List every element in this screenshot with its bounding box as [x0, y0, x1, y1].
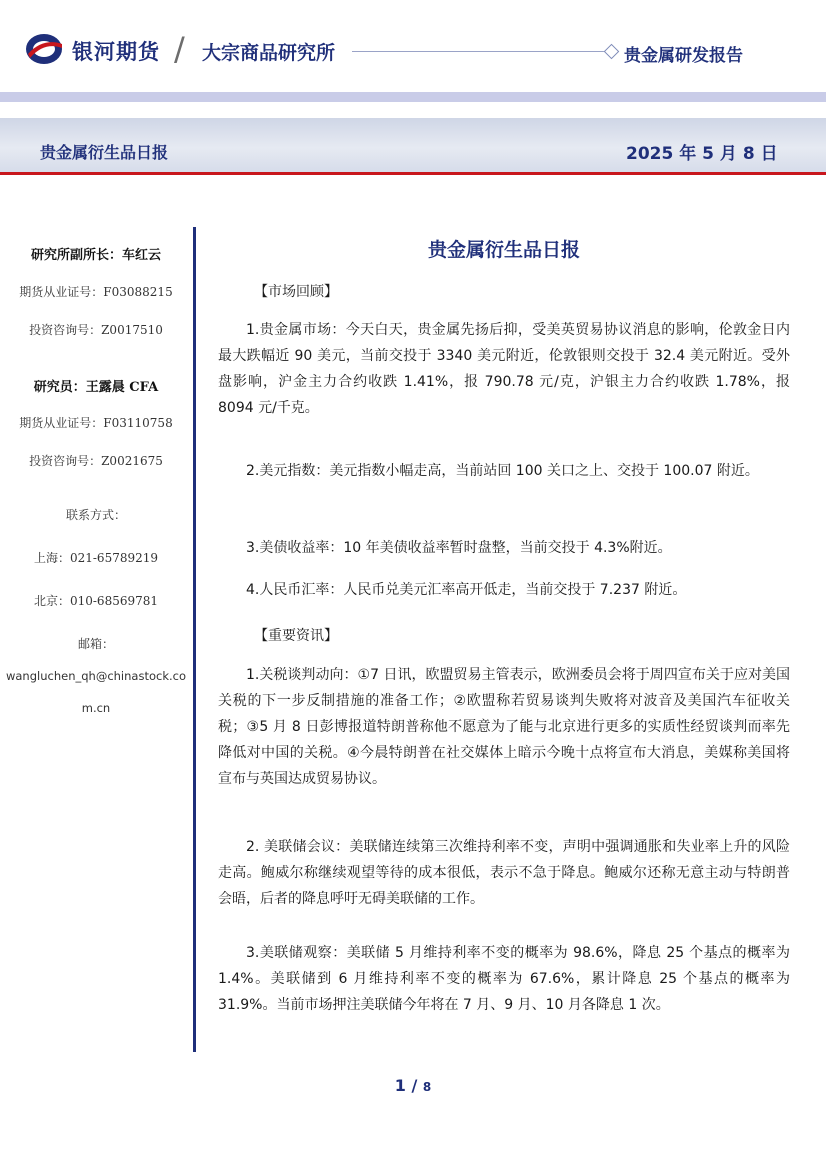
paragraph-precious-metals: 1.贵金属市场：今天白天，贵金属先扬后抑，受美英贸易协议消息的影响，伦敦金日内最大跌幅近 90 美元，当前交投于 3340 美元附近，伦敦银则交投于 32.4 美元附近。受外盘影响，沪金主力合约收跌 1.41%，报 790.78 元/克，沪银主力合约收跌 1.78%，报 8094 元/千克。 — [218, 322, 790, 416]
report-date: 2025 年 5 月 8 日 — [626, 144, 778, 164]
page-separator: / — [405, 1076, 423, 1095]
sidebar-divider — [193, 227, 196, 1052]
deputy-director: 研究所副所长：车红云 — [30, 248, 161, 263]
researcher-advisory: 投资咨询号：Z0021675 — [29, 454, 163, 468]
phone-beijing: 北京：010-68569781 — [33, 594, 159, 608]
page-number — [0, 1076, 826, 1095]
deputy-advisory: 投资咨询号：Z0017510 — [29, 323, 163, 337]
galaxy-futures-logo-icon — [24, 32, 64, 66]
title-band-rule — [0, 172, 826, 175]
email-line-1[interactable]: wangluchen_qh@chinastock.co — [5, 669, 186, 683]
email-line-2[interactable]: m.cn — [81, 701, 111, 715]
phone-shanghai: 上海：021-65789219 — [33, 551, 159, 565]
paragraph-rmb-rate: 4.人民币汇率：人民币兑美元汇率高开低走，当前交投于 7.237 附近。 — [246, 582, 687, 598]
researcher-license: 期货从业证号：F03110758 — [19, 416, 173, 430]
section-market-review: 【市场回顾】 — [254, 284, 338, 300]
researcher: 研究员：王露晨 CFA — [33, 380, 159, 395]
diamond-icon — [604, 44, 620, 60]
header-divider — [352, 51, 610, 52]
contact-label: 联系方式： — [65, 508, 126, 522]
header-slash: / — [174, 30, 185, 68]
paragraph-treasury-yield: 3.美债收益率：10 年美债收益率暂时盘整，当前交投于 4.3%附近。 — [246, 540, 672, 556]
brand-name: 银河期货 — [72, 40, 160, 64]
paragraph-fed-watch: 3.美联储观察：美联储 5 月维持利率不变的概率为 98.6%，降息 25 个基点的概率为 1.4%。美联储到 6 月维持利率不变的概率为 67.6%，累计降息 25 个基点的概率为 31.9%。当前市场押注美联储今年将在 7 月、9 月、10 月各降息 1 次。 — [218, 945, 790, 1013]
deputy-license: 期货从业证号：F03088215 — [19, 285, 173, 299]
section-important-news: 【重要资讯】 — [254, 628, 338, 644]
report-title: 贵金属衍生品日报 — [40, 143, 169, 162]
paragraph-fed-meeting: 2. 美联储会议：美联储连续第三次维持利率不变，声明中强调通胀和失业率上升的风险走高。鲍威尔称继续观望等待的成本很低，表示不急于降息。鲍威尔还称无意主动与特朗普会晤，后者的降息呼吁无碍美联储的工作。 — [218, 839, 790, 907]
institute-name: 大宗商品研究所 — [202, 42, 336, 64]
paragraph-dollar-index: 2.美元指数：美元指数小幅走高，当前站回 100 关口之上、交投于 100.07 附近。 — [246, 463, 759, 479]
header-band — [0, 92, 826, 102]
body-title: 贵金属衍生品日报 — [427, 239, 580, 261]
email-label: 邮箱： — [77, 637, 114, 651]
page-current: 1 — [394, 1076, 406, 1095]
page-total: 8 — [422, 1080, 432, 1094]
page-header — [0, 0, 826, 95]
report-type: 贵金属研发报告 — [624, 46, 743, 66]
paragraph-tariff-talks: 1.关税谈判动向：①7 日讯，欧盟贸易主管表示，欧洲委员会将于周四宣布关于应对美国关税的下一步反制措施的准备工作；②欧盟称若贸易谈判失败将对波音及美国汽车征收关税；③5 月 8 日彭博报道特朗普称他不愿意为了能与北京进行更多的实质性经贸谈判而率先降低对中国的关税。④今晨特朗普在社交媒体上暗示今晚十点将宣布大消息，美媒称美国将宣布与英国达成贸易协议。 — [218, 667, 790, 787]
